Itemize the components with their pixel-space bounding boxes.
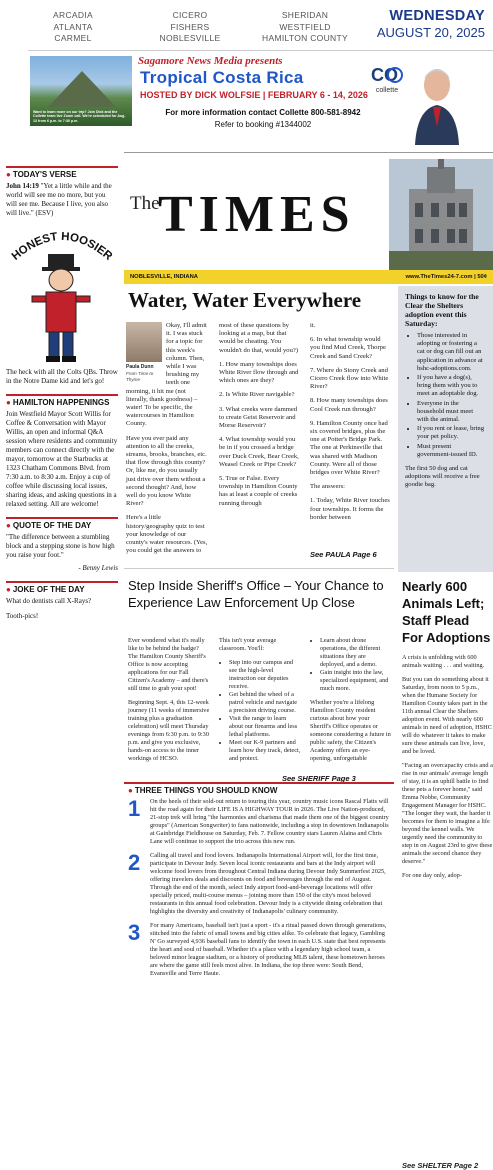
paragraph: it. [310, 322, 316, 329]
list-item: • Get behind the wheel of a patrol vehicle and navigate a precision driving course. [229, 691, 301, 715]
quote-heading: ● QUOTE OF THE DAY [6, 517, 118, 530]
courthouse-icon [389, 159, 493, 271]
volcano-shape [48, 71, 116, 107]
city-name: FISHERS [170, 21, 210, 32]
list-item: • If you rent or lease, bring your pet policy. [417, 425, 486, 441]
ad-presents: Sagamore News Media presents [138, 55, 283, 67]
paragraph: 3. What creeks were dammed to create Geist Reservoir and Morse Reservoir? [219, 405, 298, 430]
city-name: CICERO [172, 10, 208, 20]
paragraph: The answers: [310, 483, 345, 491]
shelter-box-title: Things to know for the Clear the Shelters adoption event this Saturday: [405, 292, 479, 328]
masthead [124, 152, 493, 270]
water-column-1 [126, 322, 208, 561]
masthead-url[interactable]: www.TheTimes24-7.com | 50¢ [405, 274, 487, 280]
paragraph: 1. Today, White River touches four townships. It forms the border between [310, 497, 390, 521]
three-things-heading: ● THREE THINGS YOU SHOULD KNOW [128, 786, 278, 795]
hoosier-figure-icon [22, 252, 100, 364]
list-item: • Those interested in adopting or fostering a cat or dog can fill out an application in advance at hshc-adoptions.com. [417, 332, 486, 373]
city-header [0, 0, 493, 50]
ad-info-line: For more information contact Collette 800-581-8942 [165, 108, 361, 117]
travel-ad[interactable] [28, 50, 493, 152]
paragraph: 5. True or False. Every township in Hamilton County has at least a couple of creeks running through [219, 475, 298, 507]
verse-body: "Yet a little while and the world will see me no more, but you will see me. Because I live, you also will live." (ESV) [6, 182, 112, 217]
issue-date [377, 8, 485, 40]
city-name: ARCADIA [53, 10, 93, 20]
sheriff-column-3 [310, 637, 392, 769]
left-sidebar [6, 166, 118, 1022]
joke-heading: ● JOKE OF THE DAY [6, 581, 118, 594]
quote-author: - Benny Lewis [78, 564, 118, 572]
sheriff-column-2 [219, 637, 301, 769]
happenings-text: Join Westfield Mayor Scott Willis for Coffee & Conversation with Mayor Willis, an open and informal Q&A session where residents and community members can connect directly with the mayor, tomorrow at the Starbucks at 1323 Chatham Commons Blvd. from 7:30 a.m. to 8:30 a.m. Enjoy a cup of coffee while discussing local issues, sharing ideas, and asking questions in a relaxed setting. All are welcome! [6, 410, 118, 508]
collette-wordmark: collette [375, 87, 399, 94]
three-things-section [124, 782, 394, 1022]
verse-ref: John 14:19 [6, 182, 39, 190]
adoption-story [398, 572, 493, 1170]
quote-text: "The difference between a stumbling block and a stepping stone is how high you raise your foot." [6, 533, 115, 559]
city-list-1 [38, 10, 108, 45]
paragraph: 8. How many townships does Cool Creek run through? [310, 397, 388, 413]
paragraph: 6. In what township would you find Mud Creek, Thorpe Creek and Sand Creek? [310, 336, 386, 360]
list-item: • Learn about drone operations, the different situations they are deployed, and a demo. [320, 637, 392, 669]
masthead-title: TIMES [158, 186, 356, 243]
masthead-strip [124, 270, 493, 284]
paragraph: 2. Is White River navigable? [219, 391, 295, 399]
happenings-heading-text: HAMILTON HAPPENINGS [12, 398, 110, 407]
item-number: 3 [128, 920, 141, 945]
ad-booking-line: Refer to booking #1344002 [214, 120, 312, 129]
city-list-2 [150, 10, 230, 45]
paragraph: But you can do something about it Saturday, from noon to 5 p.m., when the Humane Society for Hamilton County takes part in the 11th annual Clear the Shelters adoption event. With nearly 600 animals in need of adoption, HSHC will do whatever it takes to make sure these animals can live, love, and be loved. [402, 676, 492, 755]
ad-photo-caption: Want to learn more on our trip? Join Dick and the Collette team live Zoom call. We're scheduled for Aug. 13 from 6 p.m. to 7:30 p.m. [33, 109, 126, 123]
city-name: NOBLESVILLE [159, 33, 221, 43]
costa-rica-photo [30, 56, 132, 126]
adoption-headline[interactable]: Nearly 600 Animals Left; Staff Plead For Adoptions [402, 579, 491, 645]
city-name: WESTFIELD [279, 21, 331, 32]
list-item [128, 798, 390, 846]
shelter-info-box [398, 286, 493, 572]
list-item: • Must present government-issued ID. [417, 443, 486, 459]
paragraph: This isn't your average classroom. You'll: [219, 637, 277, 652]
item-text: On the heels of their sold-out return to touring this year, country music icons Rascal Flatts will hit the road again for their LIFE IS A HIGHWAY TOUR in 2026. The Live Nation-produced, 21-stop trek will bring "the harmonies and charisma that made them one of the biggest country groups" (American Songwriter) to fans nationwide, including a stop in downtown Indianapolis at Gainbridge Fieldhouse on Saturday, Feb. 7. Fellow country stars Lauren Alaina and Chris Lane will continue to support the trio across this new run. [150, 798, 389, 845]
ad-host: HOSTED BY DICK WOLFSIE | FEBRUARY 6 - 14, 2026 [140, 90, 368, 100]
city-list-3 [255, 10, 355, 45]
paragraph: Have you ever paid any attention to all the creeks, streams, brooks, branches, etc. that flow through this county? Or, like me, do you usually just drive over them without a second thought? And, how well do you know White River? [126, 434, 207, 508]
paragraph: most of these questions by looking at a map, but that would be cheating. You wouldn't do that, would you?) [219, 322, 299, 354]
paragraph: 1. How many townships does White River flow through and which ones are they? [219, 360, 299, 385]
ad-title: Tropical Costa Rica [140, 68, 304, 87]
item-number: 2 [128, 850, 141, 875]
issue-day: WEDNESDAY [389, 8, 485, 24]
hoosier-label: HONEST HOOSIER [9, 230, 115, 263]
item-text: For many Americans, baseball isn't just a sport - it's a ritual passed down through generations, stitched into the fabric of small towns and big cities alike. To celebrate that legacy, Gambling N' Go surveyed 4,936 baseball fans to identify the town in each U.S. state that best represents the heart and soul of baseball. Whether it's a place with a legendary high school team, a beloved minor league stadium, or a history of producing MLB talent, these hometown heroes are where the game still feels most alive. In Indiana, the top three were: South Bend, Evansville and Terre Haute. [150, 922, 387, 977]
sheriff-headline[interactable]: Step Inside Sheriff's Office – Your Chance to Experience Law Enforcement Up Close [128, 578, 384, 610]
sheriff-story [124, 568, 394, 786]
byline [126, 322, 162, 382]
collette-logo-text: CO [371, 65, 398, 85]
city-name: HAMILTON COUNTY [262, 33, 348, 43]
ad-contact [118, 107, 408, 131]
list-item: • Visit the range to learn about our firearms and less lethal platforms. [229, 715, 301, 739]
paragraph: For one day only, adop- [402, 872, 462, 879]
author-photo [126, 322, 162, 362]
happenings-heading: ● HAMILTON HAPPENINGS [6, 394, 118, 407]
sheriff-jump-link[interactable]: See SHERIFF Page 3 [282, 774, 356, 783]
masthead-location: NOBLESVILLE, INDIANA [130, 274, 198, 280]
masthead-the: The [130, 193, 160, 214]
three-things-heading-text: THREE THINGS YOU SHOULD KNOW [134, 786, 278, 795]
list-item: • Meet our K-9 partners and learn how they track, detect, and protect. [229, 739, 301, 763]
sheriff-list-2 [310, 637, 392, 693]
shelter-list [405, 332, 486, 459]
list-item: • If you have a dog(s), bring them with you to meet an adoptable dog. [417, 374, 486, 399]
shelter-note: The first 50 dog and cat adoptions will receive a free goodie bag. [405, 465, 480, 489]
paragraph: Here's a little history/geography quiz to test your knowledge of our county's water resources. (Yes, you could get the answers to [126, 514, 208, 555]
hoosier-caption: The heck with all the Colts QBs. Throw in the Notre Dame kid and let's go! [6, 368, 118, 385]
water-jump-link[interactable]: See PAULA Page 6 [310, 550, 377, 559]
host-photo [413, 57, 461, 145]
sheriff-list [219, 659, 301, 763]
paragraph: A crisis is unfolding with 600 animals waiting . . . and waiting. [402, 654, 485, 669]
paragraph: "Facing an overcapacity crisis and a rise in our animals' average length of stay, it is an uphill battle to find these pets a forever home," said Emma Nobbe, Community Engagement Manager for HSHC. "The longer they wait, the harder it becomes for them to imagine a life beyond the kennel walls. We urgently need the community to step in on August 23rd to give these animals the second chance they deserve." [402, 762, 493, 865]
water-headline[interactable]: Water, Water Everywhere [128, 288, 362, 312]
city-name: SHERIDAN [281, 10, 329, 20]
water-column-2 [219, 322, 301, 514]
list-item: • Everyone in the household must meet with the animal. [417, 400, 486, 425]
paragraph: Whether you're a lifelong Hamilton County resident curious about how your Sheriff's Office operates or someone considering a future in public safety, the Citizen's Academy offers an eye-opening, unforgettable [310, 699, 391, 762]
list-item: • Step into our campus and see the high-level instruction our deputies receive. [229, 659, 301, 691]
paragraph: Ever wondered what it's really like to be behind the badge? The Hamilton County Sheriff's Office is now accepting applications for our Fall Citizen's Academy – and there's still time to grab your spot! [128, 637, 209, 692]
quote-heading-text: QUOTE OF THE DAY [12, 521, 92, 530]
byline-column-name: From Time to Thyme [126, 371, 154, 382]
byline-name: Paula Dunn [126, 364, 154, 370]
honest-hoosier-cartoon [6, 224, 118, 364]
sheriff-column-1 [128, 637, 210, 769]
adoption-jump-link[interactable]: See SHELTER Page 2 [402, 1161, 479, 1170]
paragraph: 4. What township would you be in if you crossed a bridge over Duck Creek, Bear Creek, Weasel Creek or Pipe Creek? [219, 436, 299, 468]
paragraph: Beginning Sept. 4, this 12-week journey (11 weeks of immersive training plus a graduation celebration) will meet Thursday evenings from 6:30 p.m. to 9:30 p.m. and give you exclusive, hands-on access to the inner workings of HCSO. [128, 699, 210, 762]
city-name: ATLANTA [53, 21, 93, 32]
paragraph: 7. Where do Stony Creek and Cicero Creek flow into White River? [310, 366, 389, 391]
verse-heading-text: TODAY'S VERSE [12, 170, 77, 179]
verse-heading: ● TODAY'S VERSE [6, 166, 118, 179]
item-number: 1 [128, 796, 141, 821]
water-column-3 [310, 322, 392, 528]
paragraph: 9. Hamilton County once had six covered bridges, plus the one at Potter's Bridge Park. The one at Perkinsville that was shared with Madison County. Were all of those bridges over White River? [310, 419, 388, 477]
city-name: CARMEL [54, 33, 92, 43]
joke-heading-text: JOKE OF THE DAY [12, 585, 85, 594]
joke-question: What do dentists call X-Rays? [6, 597, 92, 605]
verse-text [6, 182, 118, 218]
list-item [128, 922, 390, 978]
list-item [128, 852, 390, 916]
joke-answer: Tooth-pics! [6, 612, 39, 620]
item-text: Calling all travel and food lovers. Indianapolis International Airport will, for the first time, participate in Devour Indy. Seven local iconic restaurants and bars at the Indy airport will welcome food lovers from throughout Central Indiana during Devour Indy Summerfest 2025, offering travelers deals and discounts on food and beverages through the end of August. Through the end of the month, select Indy airport food-and-beverage locations will offer specially priced, multi-course menus – joining more than 150 of the city's most beloved restaurants in this annual food celebration. Devour Indy is a citywide dining celebration that highlights the diversity and creativity of Indianapolis' culinary community. [150, 852, 386, 915]
main-content [124, 152, 493, 1170]
list-item: • Gain insight into the law, specialized equipment, and much more. [320, 669, 392, 693]
paragraph: Okay, I'll admit it. I was stuck for a topic for this week's column. Then, while I was brushing my teeth one morning, it hit me (not literally, thank goodness) – water! To be specific, the watercourses in Hamilton County. [126, 322, 207, 428]
issue-date-text: AUGUST 20, 2025 [376, 25, 485, 40]
